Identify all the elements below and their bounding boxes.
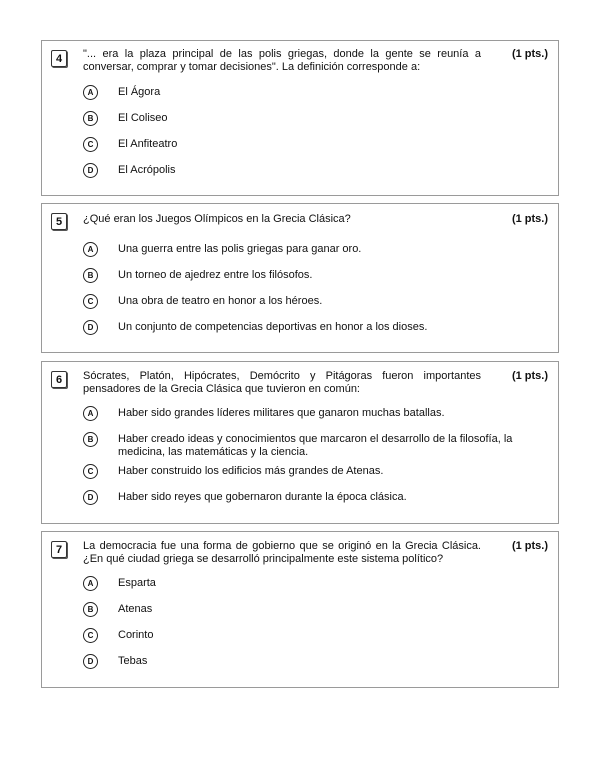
answer-option-a[interactable]	[83, 242, 548, 260]
answer-option-c[interactable]	[83, 137, 548, 155]
question-number: 5	[51, 213, 67, 230]
option-bubble[interactable]: C	[83, 628, 98, 643]
answer-option-a[interactable]	[83, 576, 548, 594]
option-text: El Anfiteatro	[118, 138, 178, 150]
option-bubble[interactable]: A	[83, 85, 98, 100]
answer-option-d[interactable]	[83, 320, 548, 338]
question-text: Sócrates, Platón, Hipócrates, Demócrito y Pitágoras fueron importantes pensadores de la Grecia Clásica que tuvieron en común:	[83, 370, 481, 395]
option-text: Haber construido los edificios más grandes de Atenas.	[118, 465, 384, 477]
answer-option-a[interactable]	[83, 406, 548, 424]
option-text: Una obra de teatro en honor a los héroes.	[118, 295, 323, 307]
option-bubble[interactable]: C	[83, 137, 98, 152]
question-points: (1 pts.)	[511, 48, 548, 60]
question-card-6	[41, 361, 559, 524]
question-card-5	[41, 203, 559, 353]
option-bubble[interactable]: A	[83, 406, 98, 421]
option-text: Tebas	[118, 655, 148, 667]
answer-option-a[interactable]	[83, 85, 548, 103]
option-bubble[interactable]: B	[83, 268, 98, 283]
option-text: Haber creado ideas y conocimientos que marcaron el desarrollo de la filosofía, la medicina, las matemáticas y la ciencia.	[118, 433, 513, 458]
option-text: Una guerra entre las polis griegas para ganar oro.	[118, 243, 362, 255]
option-bubble[interactable]: B	[83, 602, 98, 617]
option-bubble[interactable]: B	[83, 111, 98, 126]
option-bubble[interactable]: C	[83, 294, 98, 309]
answer-option-b[interactable]	[83, 432, 548, 462]
question-card-7	[41, 531, 559, 688]
option-bubble[interactable]: A	[83, 242, 98, 257]
option-bubble[interactable]: A	[83, 576, 98, 591]
question-points: (1 pts.)	[511, 370, 548, 382]
answer-option-b[interactable]	[83, 111, 548, 129]
option-text: Un torneo de ajedrez entre los filósofos.	[118, 269, 313, 281]
answer-option-d[interactable]	[83, 654, 548, 672]
option-bubble[interactable]: D	[83, 654, 98, 669]
option-text: El Coliseo	[118, 112, 168, 124]
option-text: Corinto	[118, 629, 154, 641]
option-bubble[interactable]: B	[83, 432, 98, 447]
answer-option-d[interactable]	[83, 490, 548, 508]
question-points: (1 pts.)	[511, 540, 548, 552]
answer-option-c[interactable]	[83, 294, 548, 312]
question-text: "... era la plaza principal de las polis griegas, donde la gente se reunía a conversar, comprar y tomar decisiones". La definición corresponde a:	[83, 48, 481, 73]
question-number: 7	[51, 541, 67, 558]
answer-option-b[interactable]	[83, 268, 548, 286]
question-text: ¿Qué eran los Juegos Olímpicos en la Grecia Clásica?	[83, 213, 351, 225]
question-number: 6	[51, 371, 67, 388]
answer-option-c[interactable]	[83, 464, 548, 482]
answer-option-c[interactable]	[83, 628, 548, 646]
option-text: El Acrópolis	[118, 164, 176, 176]
answer-option-d[interactable]	[83, 163, 548, 181]
option-text: Atenas	[118, 603, 153, 615]
option-bubble[interactable]: D	[83, 163, 98, 178]
option-bubble[interactable]: D	[83, 320, 98, 335]
option-bubble[interactable]: C	[83, 464, 98, 479]
question-points: (1 pts.)	[511, 213, 548, 225]
option-text: Un conjunto de competencias deportivas en honor a los dioses.	[118, 321, 428, 333]
option-text: Esparta	[118, 577, 156, 589]
option-text: Haber sido reyes que gobernaron durante la época clásica.	[118, 491, 407, 503]
answer-option-b[interactable]	[83, 602, 548, 620]
option-bubble[interactable]: D	[83, 490, 98, 505]
question-card-4	[41, 40, 559, 196]
option-text: Haber sido grandes líderes militares que ganaron muchas batallas.	[118, 407, 445, 419]
question-number: 4	[51, 50, 67, 67]
question-text: La democracia fue una forma de gobierno que se originó en la Grecia Clásica. ¿En qué ciudad griega se desarrolló principalmente este sistema político?	[83, 540, 481, 565]
option-text: El Ágora	[118, 86, 161, 98]
